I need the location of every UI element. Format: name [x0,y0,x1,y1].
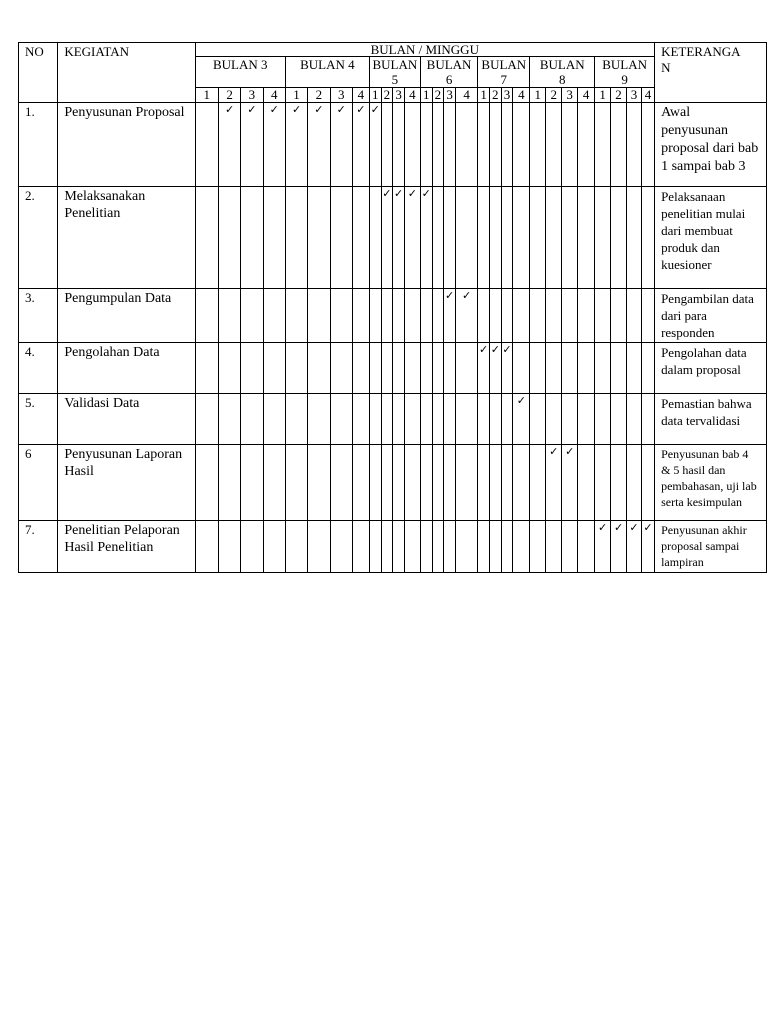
row-number: 4. [19,343,58,394]
check-mark: ✓ [420,187,432,289]
week-header: 1 [285,88,307,103]
week-cell [578,289,595,343]
week-cell [478,445,490,521]
week-cell [420,103,432,187]
week-header: 1 [420,88,432,103]
week-header: 3 [241,88,263,103]
week-cell [546,394,562,445]
week-cell [478,521,490,573]
week-cell [478,187,490,289]
week-cell [578,187,595,289]
month-header: BULAN 9 [595,57,655,88]
week-cell [285,521,307,573]
table-row [19,187,767,289]
week-cell [404,103,420,187]
week-cell [218,521,240,573]
keterangan-note: Penyusunan akhir proposal sampai lampiran [655,521,767,573]
week-header: 2 [218,88,240,103]
week-cell [444,103,456,187]
week-cell [263,343,285,394]
week-cell [513,289,530,343]
week-cell [420,343,432,394]
week-cell [489,445,501,521]
week-cell [241,289,263,343]
activity-name: Penyusunan Proposal [58,103,195,187]
week-cell [263,187,285,289]
check-mark: ✓ [308,103,330,187]
week-cell [330,289,352,343]
week-cell [381,445,393,521]
week-cell [241,343,263,394]
week-cell [241,521,263,573]
week-cell [444,521,456,573]
week-cell [455,445,477,521]
week-cell [444,187,456,289]
week-cell [308,187,330,289]
row-number: 3. [19,289,58,343]
week-cell [641,187,654,289]
week-cell [218,445,240,521]
week-cell [308,289,330,343]
week-cell [562,521,578,573]
check-mark: ✓ [595,521,611,573]
week-cell [513,521,530,573]
week-header: 3 [501,88,513,103]
week-cell [404,343,420,394]
week-cell [195,103,218,187]
week-cell [195,445,218,521]
week-cell [455,343,477,394]
month-header: BULAN 7 [478,57,530,88]
week-cell [195,521,218,573]
week-cell [381,521,393,573]
week-cell [195,187,218,289]
row-number: 2. [19,187,58,289]
week-header: 3 [627,88,642,103]
week-cell [562,103,578,187]
week-cell [627,394,642,445]
week-header: 1 [369,88,381,103]
month-header: BULAN 3 [195,57,285,88]
check-mark: ✓ [393,187,405,289]
table-row [19,394,767,445]
week-header: 4 [513,88,530,103]
week-header: 2 [308,88,330,103]
week-cell [611,289,627,343]
week-cell [578,103,595,187]
week-cell [530,521,546,573]
keterangan-note: Pemastian bahwa data tervalidasi [655,394,767,445]
week-cell [578,445,595,521]
table-row [19,343,767,394]
week-cell [641,394,654,445]
week-cell [611,343,627,394]
week-cell [478,289,490,343]
week-cell [369,394,381,445]
week-cell [404,394,420,445]
check-mark: ✓ [611,521,627,573]
week-cell [501,394,513,445]
week-cell [562,343,578,394]
week-cell [641,289,654,343]
table-row [19,289,767,343]
week-cell [530,103,546,187]
week-cell [285,394,307,445]
activity-name: Validasi Data [58,394,195,445]
keterangan-note: Pengolahan data dalam proposal [655,343,767,394]
week-cell [641,103,654,187]
week-cell [352,521,369,573]
week-cell [195,343,218,394]
week-cell [218,289,240,343]
week-cell [578,521,595,573]
check-mark: ✓ [513,394,530,445]
week-cell [530,343,546,394]
check-mark: ✓ [455,289,477,343]
week-cell [595,103,611,187]
week-cell [641,445,654,521]
week-header: 1 [530,88,546,103]
week-cell [420,445,432,521]
week-cell [489,103,501,187]
week-header: 4 [455,88,477,103]
week-cell [404,289,420,343]
week-cell [478,394,490,445]
activity-name: Penelitian Pelaporan Hasil Penelitian [58,521,195,573]
header-row [19,43,767,57]
week-header: 3 [393,88,405,103]
week-cell [501,187,513,289]
week-cell [285,187,307,289]
week-cell [393,445,405,521]
check-mark: ✓ [562,445,578,521]
week-cell [285,289,307,343]
week-cell [595,187,611,289]
week-header: 2 [611,88,627,103]
week-cell [530,394,546,445]
week-cell [546,343,562,394]
week-cell [595,343,611,394]
keterangan-note: Awal penyusunan proposal dari bab 1 sampai bab 3 [655,103,767,187]
keterangan-note: Penyusunan bab 4 & 5 hasil dan pembahasan, uji lab serta kesimpulan [655,445,767,521]
week-cell [381,289,393,343]
check-mark: ✓ [489,343,501,394]
check-mark: ✓ [352,103,369,187]
week-cell [501,103,513,187]
week-cell [513,343,530,394]
row-number: 1. [19,103,58,187]
week-header: 1 [195,88,218,103]
week-header: 2 [432,88,444,103]
week-cell [595,394,611,445]
week-cell [352,289,369,343]
week-cell [393,521,405,573]
week-cell [489,187,501,289]
week-header: 3 [330,88,352,103]
week-cell [308,343,330,394]
week-cell [627,289,642,343]
week-cell [627,187,642,289]
week-cell [611,187,627,289]
keterangan-note: Pelaksanaan penelitian mulai dari membuat produk dan kuesioner [655,187,767,289]
week-cell [369,343,381,394]
week-cell [330,187,352,289]
activity-name: Pengolahan Data [58,343,195,394]
week-cell [308,445,330,521]
week-cell [611,103,627,187]
week-cell [611,445,627,521]
week-cell [513,103,530,187]
week-cell [489,521,501,573]
week-cell [530,187,546,289]
table-row [19,445,767,521]
month-header: BULAN 5 [369,57,420,88]
week-cell [455,521,477,573]
week-cell [595,445,611,521]
row-number: 5. [19,394,58,445]
week-header: 4 [641,88,654,103]
week-cell [369,289,381,343]
week-cell [489,289,501,343]
row-number: 7. [19,521,58,573]
week-header: 4 [404,88,420,103]
week-header: 4 [263,88,285,103]
check-mark: ✓ [285,103,307,187]
week-cell [546,289,562,343]
week-cell [444,343,456,394]
week-cell [352,394,369,445]
week-cell [195,394,218,445]
week-cell [627,445,642,521]
week-cell [513,187,530,289]
week-cell [432,445,444,521]
check-mark: ✓ [501,343,513,394]
check-mark: ✓ [241,103,263,187]
week-cell [501,445,513,521]
check-mark: ✓ [330,103,352,187]
week-cell [393,343,405,394]
week-cell [562,394,578,445]
week-cell [308,394,330,445]
keterangan-note: Pengambilan data dari para responden [655,289,767,343]
week-cell [530,289,546,343]
activity-name: Melaksanakan Penelitian [58,187,195,289]
week-cell [595,289,611,343]
week-cell [444,394,456,445]
week-cell [489,394,501,445]
row-number: 6 [19,445,58,521]
week-cell [530,445,546,521]
week-cell [562,289,578,343]
week-cell [352,343,369,394]
week-cell [432,289,444,343]
week-cell [432,521,444,573]
table-row [19,103,767,187]
week-header: 2 [489,88,501,103]
week-cell [369,187,381,289]
week-header: 1 [478,88,490,103]
week-cell [404,445,420,521]
week-header: 2 [381,88,393,103]
week-cell [263,445,285,521]
week-cell [546,103,562,187]
week-cell [369,445,381,521]
week-cell [627,343,642,394]
week-cell [393,103,405,187]
week-cell [578,394,595,445]
activity-name: Penyusunan Laporan Hasil [58,445,195,521]
week-cell [330,445,352,521]
check-mark: ✓ [263,103,285,187]
week-cell [381,103,393,187]
check-mark: ✓ [218,103,240,187]
week-cell [393,289,405,343]
check-mark: ✓ [369,103,381,187]
week-cell [444,445,456,521]
schedule-table [18,42,767,573]
week-cell [562,187,578,289]
week-cell [641,343,654,394]
week-cell [420,289,432,343]
check-mark: ✓ [478,343,490,394]
check-mark: ✓ [641,521,654,573]
check-mark: ✓ [404,187,420,289]
week-cell [432,187,444,289]
week-cell [420,521,432,573]
check-mark: ✓ [444,289,456,343]
table-row [19,521,767,573]
week-cell [381,343,393,394]
header-keterangan: KETERANGA N [655,43,767,103]
week-cell [285,445,307,521]
month-header: BULAN 4 [285,57,369,88]
week-cell [330,343,352,394]
week-cell [432,394,444,445]
week-cell [330,394,352,445]
week-cell [285,343,307,394]
week-cell [420,394,432,445]
activity-name: Pengumpulan Data [58,289,195,343]
week-cell [546,187,562,289]
week-cell [501,289,513,343]
week-cell [513,445,530,521]
week-cell [432,103,444,187]
week-cell [546,521,562,573]
week-cell [263,394,285,445]
week-cell [241,445,263,521]
check-mark: ✓ [546,445,562,521]
week-cell [369,521,381,573]
week-header: 4 [352,88,369,103]
week-header: 4 [578,88,595,103]
week-cell [263,289,285,343]
week-header: 2 [546,88,562,103]
week-cell [263,521,285,573]
header-kegiatan: KEGIATAN [58,43,195,103]
week-header: 3 [444,88,456,103]
week-cell [352,187,369,289]
header-no: NO [19,43,58,103]
week-cell [578,343,595,394]
week-cell [611,394,627,445]
week-cell [627,103,642,187]
week-cell [195,289,218,343]
week-cell [455,394,477,445]
week-cell [218,394,240,445]
week-cell [501,521,513,573]
week-cell [352,445,369,521]
month-header: BULAN 6 [420,57,477,88]
week-cell [241,394,263,445]
week-cell [404,521,420,573]
header-bulan-minggu: BULAN / MINGGU [195,43,655,57]
week-header: 1 [595,88,611,103]
week-cell [393,394,405,445]
week-cell [432,343,444,394]
week-cell [218,343,240,394]
check-mark: ✓ [381,187,393,289]
week-header: 3 [562,88,578,103]
week-cell [381,394,393,445]
week-cell [308,521,330,573]
week-cell [478,103,490,187]
check-mark: ✓ [627,521,642,573]
week-cell [241,187,263,289]
week-cell [455,187,477,289]
week-cell [455,103,477,187]
week-cell [330,521,352,573]
week-cell [218,187,240,289]
month-header: BULAN 8 [530,57,595,88]
